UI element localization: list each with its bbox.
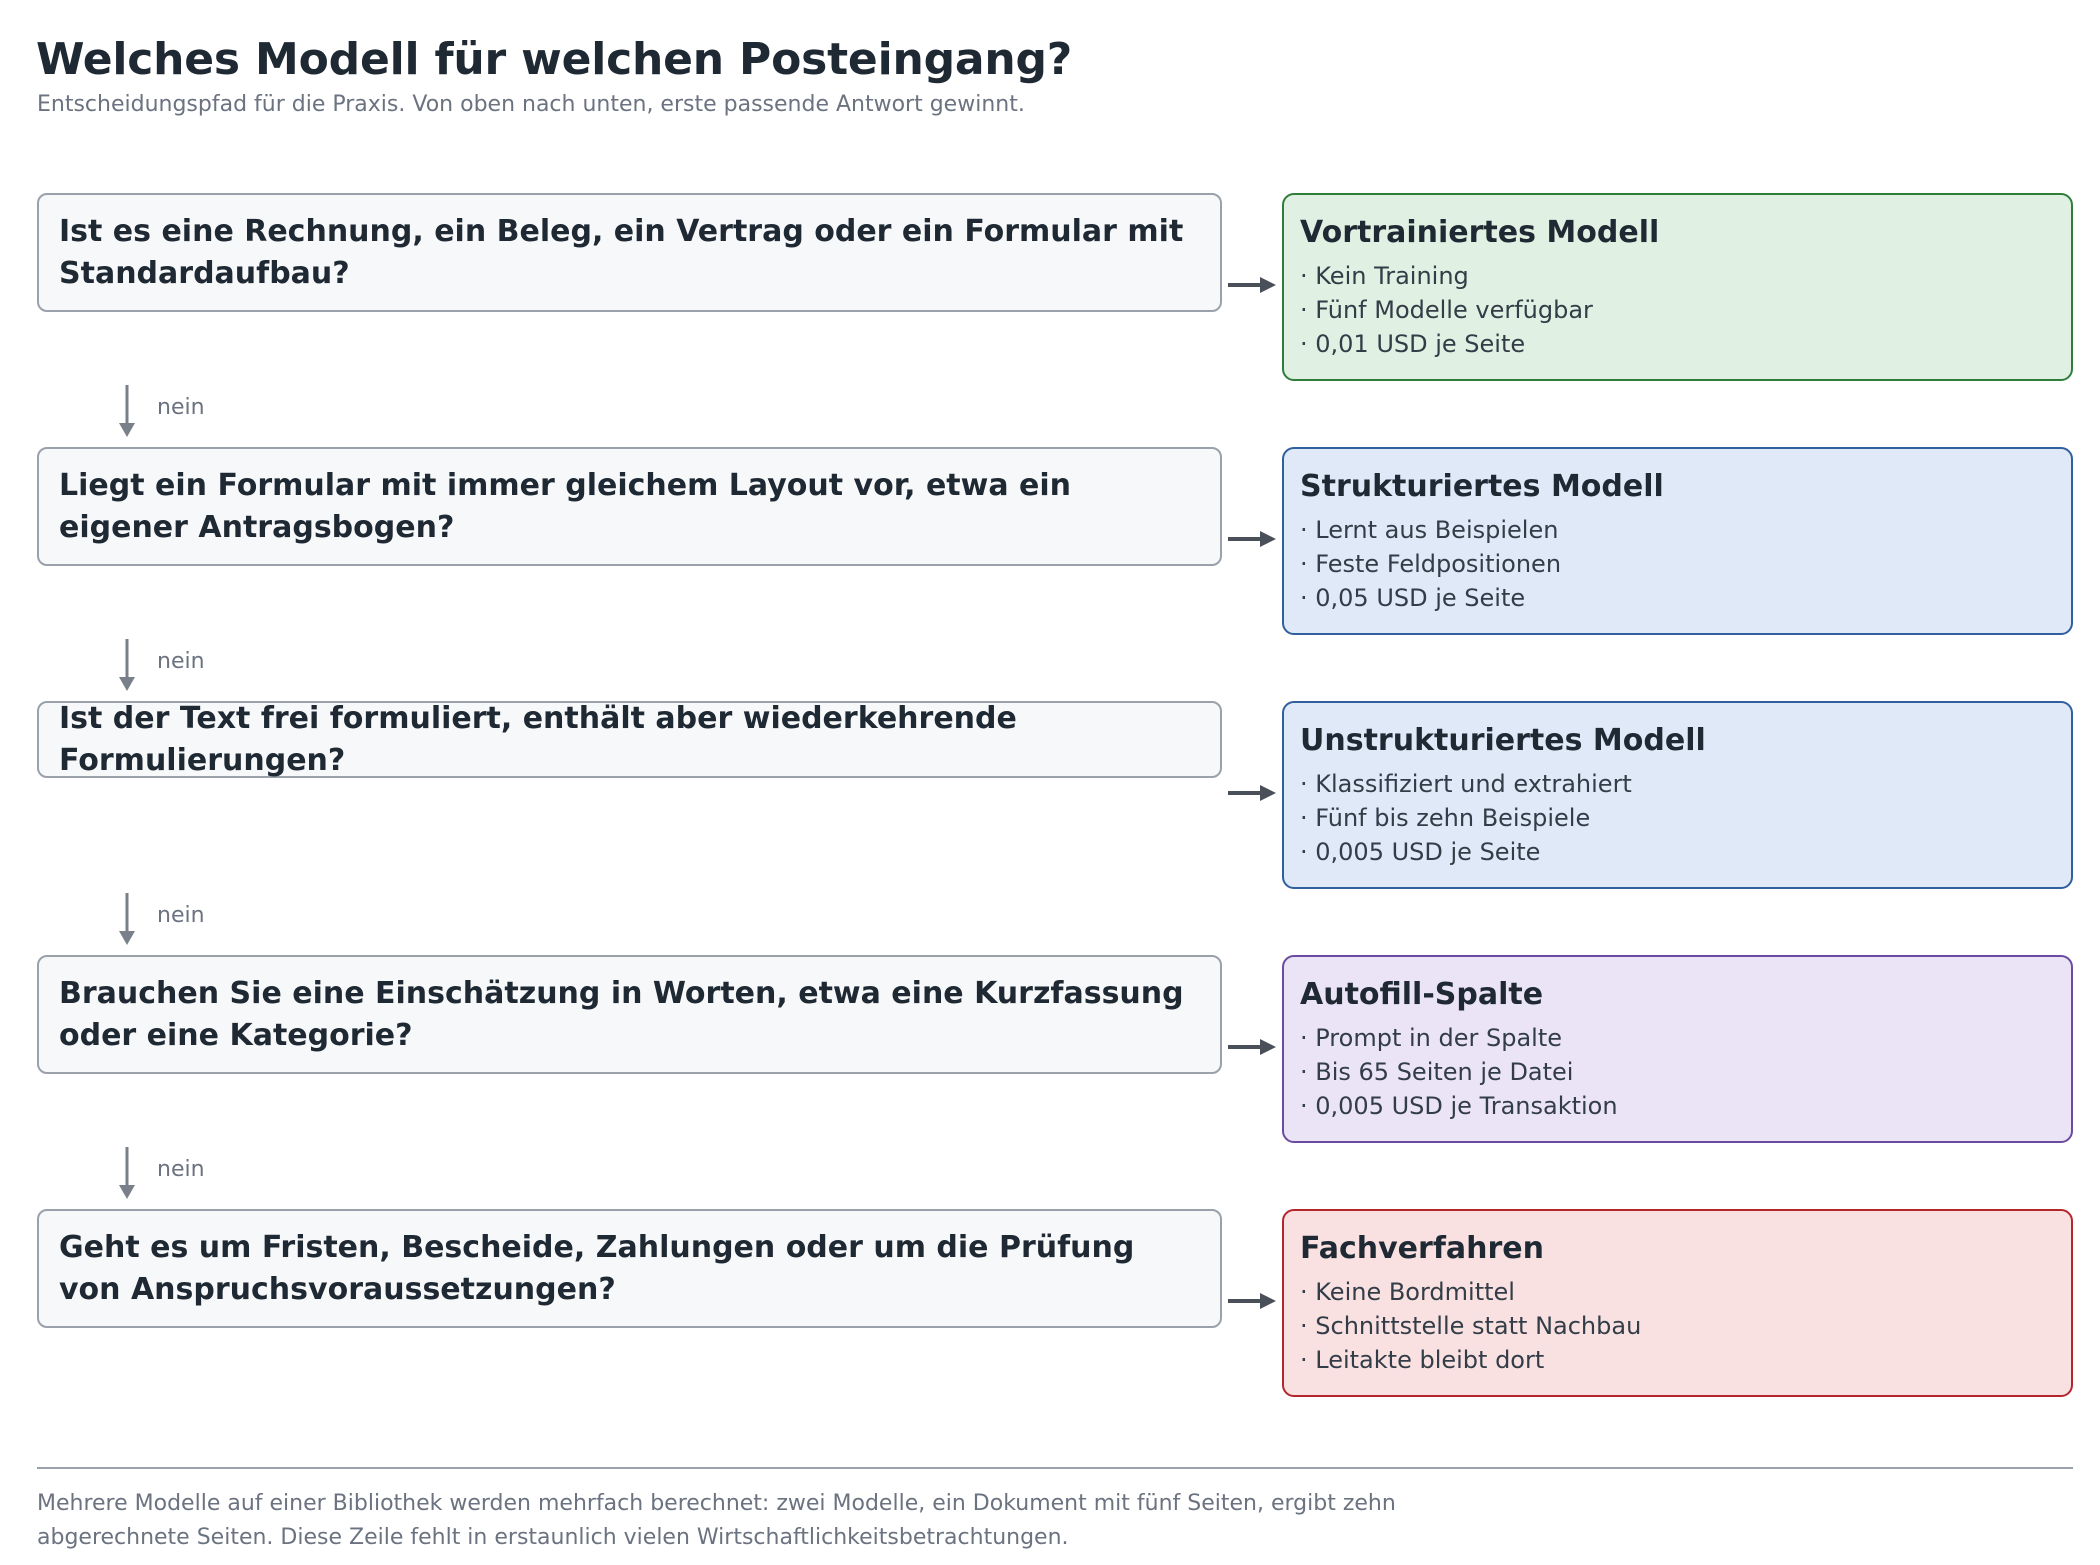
footnote: Mehrere Modelle auf einer Bibliothek werden mehrfach berechnet: zwei Modelle, ein Dokument mit fünf Seiten, ergibt zehn abgerechnete Seiten. Diese Zeile fehlt in erstaunlich vielen Wirtschaftlichkeitsbetrachtungen. xyxy=(37,1491,1396,1550)
answer-title: Vortrainiertes Modell xyxy=(1300,215,1660,250)
answer-title: Autofill-Spalte xyxy=(1300,977,1544,1012)
answer-box-specialist-procedure xyxy=(1282,1209,2073,1397)
connector-label-no: nein xyxy=(157,1157,205,1182)
answer-item: · 0,05 USD je Seite xyxy=(1300,584,1526,612)
answer-box-structured-model xyxy=(1282,447,2073,635)
answer-item: · Feste Feldpositionen xyxy=(1300,550,1562,578)
answer-item: · Fünf Modelle verfügbar xyxy=(1300,296,1593,324)
arrow-down-icon xyxy=(116,639,138,693)
answer-box-autofill-column xyxy=(1282,955,2073,1143)
page-title: Welches Modell für welchen Posteingang? xyxy=(36,34,1073,85)
footer-divider xyxy=(37,1467,2073,1469)
answer-title: Strukturiertes Modell xyxy=(1300,469,1664,504)
arrow-right-icon xyxy=(1228,529,1278,549)
answer-item: · Kein Training xyxy=(1300,262,1469,290)
answer-item: · Fünf bis zehn Beispiele xyxy=(1300,804,1591,832)
answer-item: · Bis 65 Seiten je Datei xyxy=(1300,1058,1574,1086)
answer-item: · Lernt aus Beispielen xyxy=(1300,516,1559,544)
question-box-3: Ist der Text frei formuliert, enthält aber wiederkehrende Formulierungen? xyxy=(37,701,1222,778)
answer-box-unstructured-model xyxy=(1282,701,2073,889)
arrow-down-icon xyxy=(116,1147,138,1201)
arrow-right-icon xyxy=(1228,275,1278,295)
connector-label-no: nein xyxy=(157,395,205,420)
answer-item: · 0,005 USD je Transaktion xyxy=(1300,1092,1618,1120)
answer-title: Unstrukturiertes Modell xyxy=(1300,723,1706,758)
answer-title: Fachverfahren xyxy=(1300,1231,1544,1266)
question-box-1: Ist es eine Rechnung, ein Beleg, ein Vertrag oder ein Formular mit Standardaufbau? xyxy=(37,193,1222,312)
arrow-right-icon xyxy=(1228,1291,1278,1311)
connector-label-no: nein xyxy=(157,649,205,674)
connector-label-no: nein xyxy=(157,903,205,928)
answer-item: · 0,01 USD je Seite xyxy=(1300,330,1526,358)
page-subtitle: Entscheidungspfad für die Praxis. Von oben nach unten, erste passende Antwort gewinnt. xyxy=(37,92,1025,117)
answer-item: · Leitakte bleibt dort xyxy=(1300,1346,1545,1374)
answer-item: · 0,005 USD je Seite xyxy=(1300,838,1541,866)
answer-item: · Klassifiziert und extrahiert xyxy=(1300,770,1632,798)
arrow-down-icon xyxy=(116,385,138,439)
arrow-right-icon xyxy=(1228,1037,1278,1057)
answer-item: · Keine Bordmittel xyxy=(1300,1278,1515,1306)
answer-box-pretrained-model xyxy=(1282,193,2073,381)
question-box-5: Geht es um Fristen, Bescheide, Zahlungen oder um die Prüfung von Anspruchsvoraussetzungen? xyxy=(37,1209,1222,1328)
answer-item: · Prompt in der Spalte xyxy=(1300,1024,1563,1052)
arrow-right-icon xyxy=(1228,783,1278,803)
arrow-down-icon xyxy=(116,893,138,947)
question-box-2: Liegt ein Formular mit immer gleichem Layout vor, etwa ein eigener Antragsbogen? xyxy=(37,447,1222,566)
answer-item: · Schnittstelle statt Nachbau xyxy=(1300,1312,1642,1340)
question-box-4: Brauchen Sie eine Einschätzung in Worten, etwa eine Kurzfassung oder eine Kategorie? xyxy=(37,955,1222,1074)
